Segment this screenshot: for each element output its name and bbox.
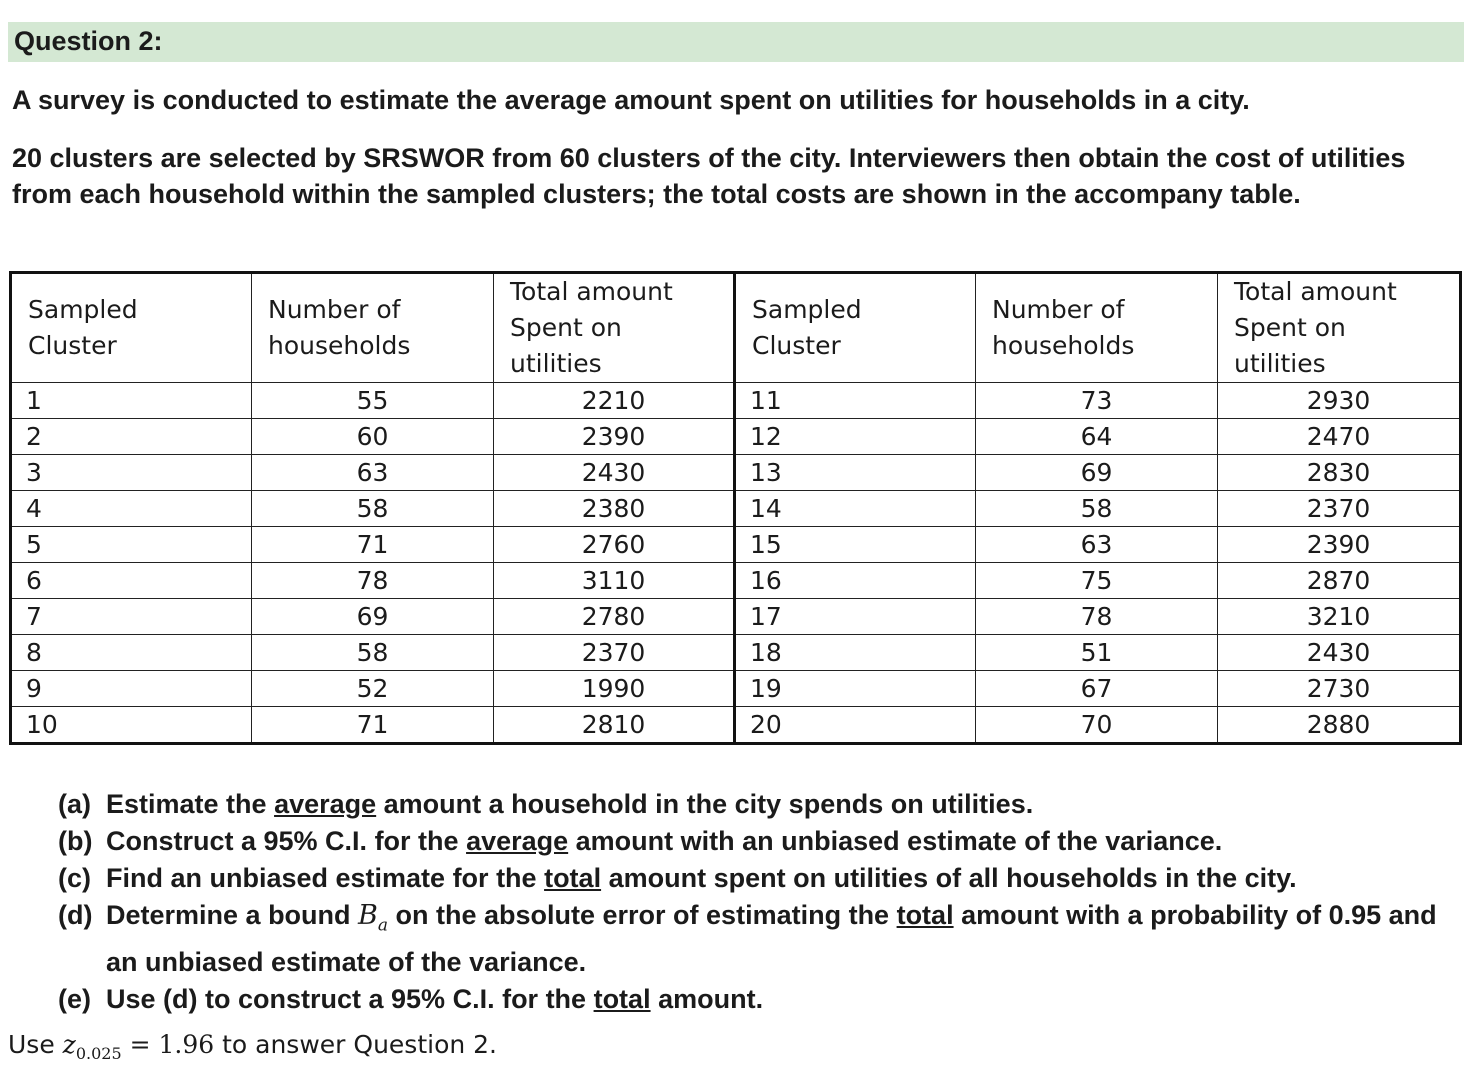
table-cell: 18	[735, 635, 976, 671]
part-b	[58, 823, 1464, 860]
column-header	[252, 273, 494, 383]
table-cell: 78	[976, 599, 1218, 635]
table-row	[11, 383, 1461, 419]
underlined-term: average	[274, 789, 377, 819]
table-cell: 70	[976, 707, 1218, 744]
table-cell: 67	[976, 671, 1218, 707]
table-cell: 12	[735, 419, 976, 455]
column-header-line: Cluster	[28, 331, 117, 360]
part-text: Find an unbiased estimate for the	[106, 863, 545, 893]
table-row	[11, 527, 1461, 563]
part-text: amount with an unbiased estimate of the variance.	[568, 826, 1223, 856]
table-cell: 14	[735, 491, 976, 527]
table-cell: 4	[11, 491, 252, 527]
utilities-table	[9, 271, 1462, 745]
table-row	[11, 635, 1461, 671]
table-cell: 15	[735, 527, 976, 563]
column-header-line: Total amount	[510, 277, 673, 306]
table-cell: 6	[11, 563, 252, 599]
intro-paragraph-1: A survey is conducted to estimate the average amount spent on utilities for households in a city.	[12, 85, 1250, 115]
underlined-term: total	[593, 984, 651, 1015]
part-text: Determine a bound	[106, 900, 359, 930]
part-e	[58, 981, 1464, 1018]
table-cell: 2880	[1218, 707, 1461, 744]
table-cell: 5	[11, 527, 252, 563]
table-cell: 20	[735, 707, 976, 744]
table-cell: 69	[252, 599, 494, 635]
table-cell: 71	[252, 707, 494, 744]
part-text: Use (d) to construct a 95% C.I. for the	[106, 984, 594, 1015]
part-label: (d)	[58, 900, 93, 930]
table-cell: 13	[735, 455, 976, 491]
table-cell: 17	[735, 599, 976, 635]
table-header-row	[11, 273, 1461, 383]
column-header-line: households	[268, 331, 411, 360]
table-cell: 19	[735, 671, 976, 707]
part-label: (e)	[58, 984, 91, 1015]
underlined-term: total	[544, 863, 602, 893]
column-header	[11, 273, 252, 383]
table-row	[11, 707, 1461, 744]
table-cell: 60	[252, 419, 494, 455]
column-header-line: households	[992, 331, 1135, 360]
table-cell: 3	[11, 455, 252, 491]
part-text: Estimate the	[106, 789, 275, 819]
part-d	[58, 897, 1464, 981]
column-header	[735, 273, 976, 383]
table-cell: 75	[976, 563, 1218, 599]
table-cell: 2930	[1218, 383, 1461, 419]
table-cell: 2430	[494, 455, 735, 491]
question-header	[8, 22, 1464, 62]
table-cell: 2730	[1218, 671, 1461, 707]
table-cell: 55	[252, 383, 494, 419]
column-header-line: Sampled	[28, 295, 138, 324]
intro-paragraph-2: 20 clusters are selected by SRSWOR from 60 clusters of the city. Interviewers then obtain the cost of utilities from each household within the sampled clusters; the total costs are shown in the accompany table.	[12, 143, 1406, 209]
table-row	[11, 419, 1461, 455]
column-header-line: Number of	[268, 295, 401, 324]
column-header-line: Number of	[992, 295, 1125, 324]
table-cell: 2210	[494, 383, 735, 419]
underlined-term: average	[466, 826, 569, 856]
table-row	[11, 671, 1461, 707]
column-header-line: Sampled	[752, 295, 862, 324]
table-cell: 58	[252, 635, 494, 671]
column-header-line: Spent on utilities	[510, 313, 622, 378]
table-cell: 3210	[1218, 599, 1461, 635]
part-text: amount spent on utilities of all households in the city.	[601, 863, 1297, 893]
table-cell: 1	[11, 383, 252, 419]
table-cell: 69	[976, 455, 1218, 491]
column-header	[494, 273, 735, 383]
z-value: = 1.96	[121, 1030, 215, 1059]
table-cell: 2390	[1218, 527, 1461, 563]
part-a	[58, 786, 1464, 823]
table-cell: 71	[252, 527, 494, 563]
column-header-line: Cluster	[752, 331, 841, 360]
underlined-term: total	[896, 900, 954, 930]
part-text: amount with a probability of 0.95 and an unbiased estimate of the variance.	[106, 900, 1437, 978]
table-cell: 16	[735, 563, 976, 599]
bound-symbol: $B_a$	[358, 900, 389, 936]
table-cell: 3110	[494, 563, 735, 599]
table-row	[11, 599, 1461, 635]
table-cell: 73	[976, 383, 1218, 419]
table-cell: 58	[252, 491, 494, 527]
table-row	[11, 563, 1461, 599]
table-cell: 2470	[1218, 419, 1461, 455]
part-text: on the absolute error of estimating the	[388, 900, 897, 930]
table-cell: 52	[252, 671, 494, 707]
column-header-line: Spent on utilities	[1234, 313, 1346, 378]
table-cell: 2380	[494, 491, 735, 527]
table-cell: 2830	[1218, 455, 1461, 491]
footer-note	[8, 1030, 497, 1063]
part-label: (b)	[58, 826, 93, 856]
table-cell: 1990	[494, 671, 735, 707]
table-cell: 2870	[1218, 563, 1461, 599]
z-symbol: $z_{0.025}$	[62, 1030, 122, 1063]
table-cell: 2430	[1218, 635, 1461, 671]
table-cell: 2390	[494, 419, 735, 455]
table-row	[11, 455, 1461, 491]
table-cell: 51	[976, 635, 1218, 671]
part-label: (a)	[58, 789, 91, 819]
table-cell: 2370	[1218, 491, 1461, 527]
part-label: (c)	[58, 863, 91, 893]
footer-text: to answer Question 2.	[214, 1030, 498, 1059]
table-cell: 63	[976, 527, 1218, 563]
column-header-line: Total amount	[1234, 277, 1397, 306]
column-header	[1218, 273, 1461, 383]
table-cell: 9	[11, 671, 252, 707]
table-cell: 2370	[494, 635, 735, 671]
question-parts	[58, 786, 1464, 1018]
question-title: Question 2:	[14, 26, 163, 56]
part-text: amount.	[650, 984, 764, 1015]
part-text: amount a household in the city spends on utilities.	[376, 789, 1034, 819]
part-text: Construct a 95% C.I. for the	[106, 826, 467, 856]
table-row	[11, 491, 1461, 527]
table-cell: 58	[976, 491, 1218, 527]
table-cell: 10	[11, 707, 252, 744]
table-cell: 2810	[494, 707, 735, 744]
table-cell: 8	[11, 635, 252, 671]
table-cell: 78	[252, 563, 494, 599]
table-cell: 11	[735, 383, 976, 419]
table-cell: 2	[11, 419, 252, 455]
table-cell: 2780	[494, 599, 735, 635]
column-header	[976, 273, 1218, 383]
table-cell: 63	[252, 455, 494, 491]
footer-text: Use	[8, 1030, 63, 1059]
table-cell: 2760	[494, 527, 735, 563]
table-cell: 7	[11, 599, 252, 635]
part-c	[58, 860, 1464, 897]
table-cell: 64	[976, 419, 1218, 455]
